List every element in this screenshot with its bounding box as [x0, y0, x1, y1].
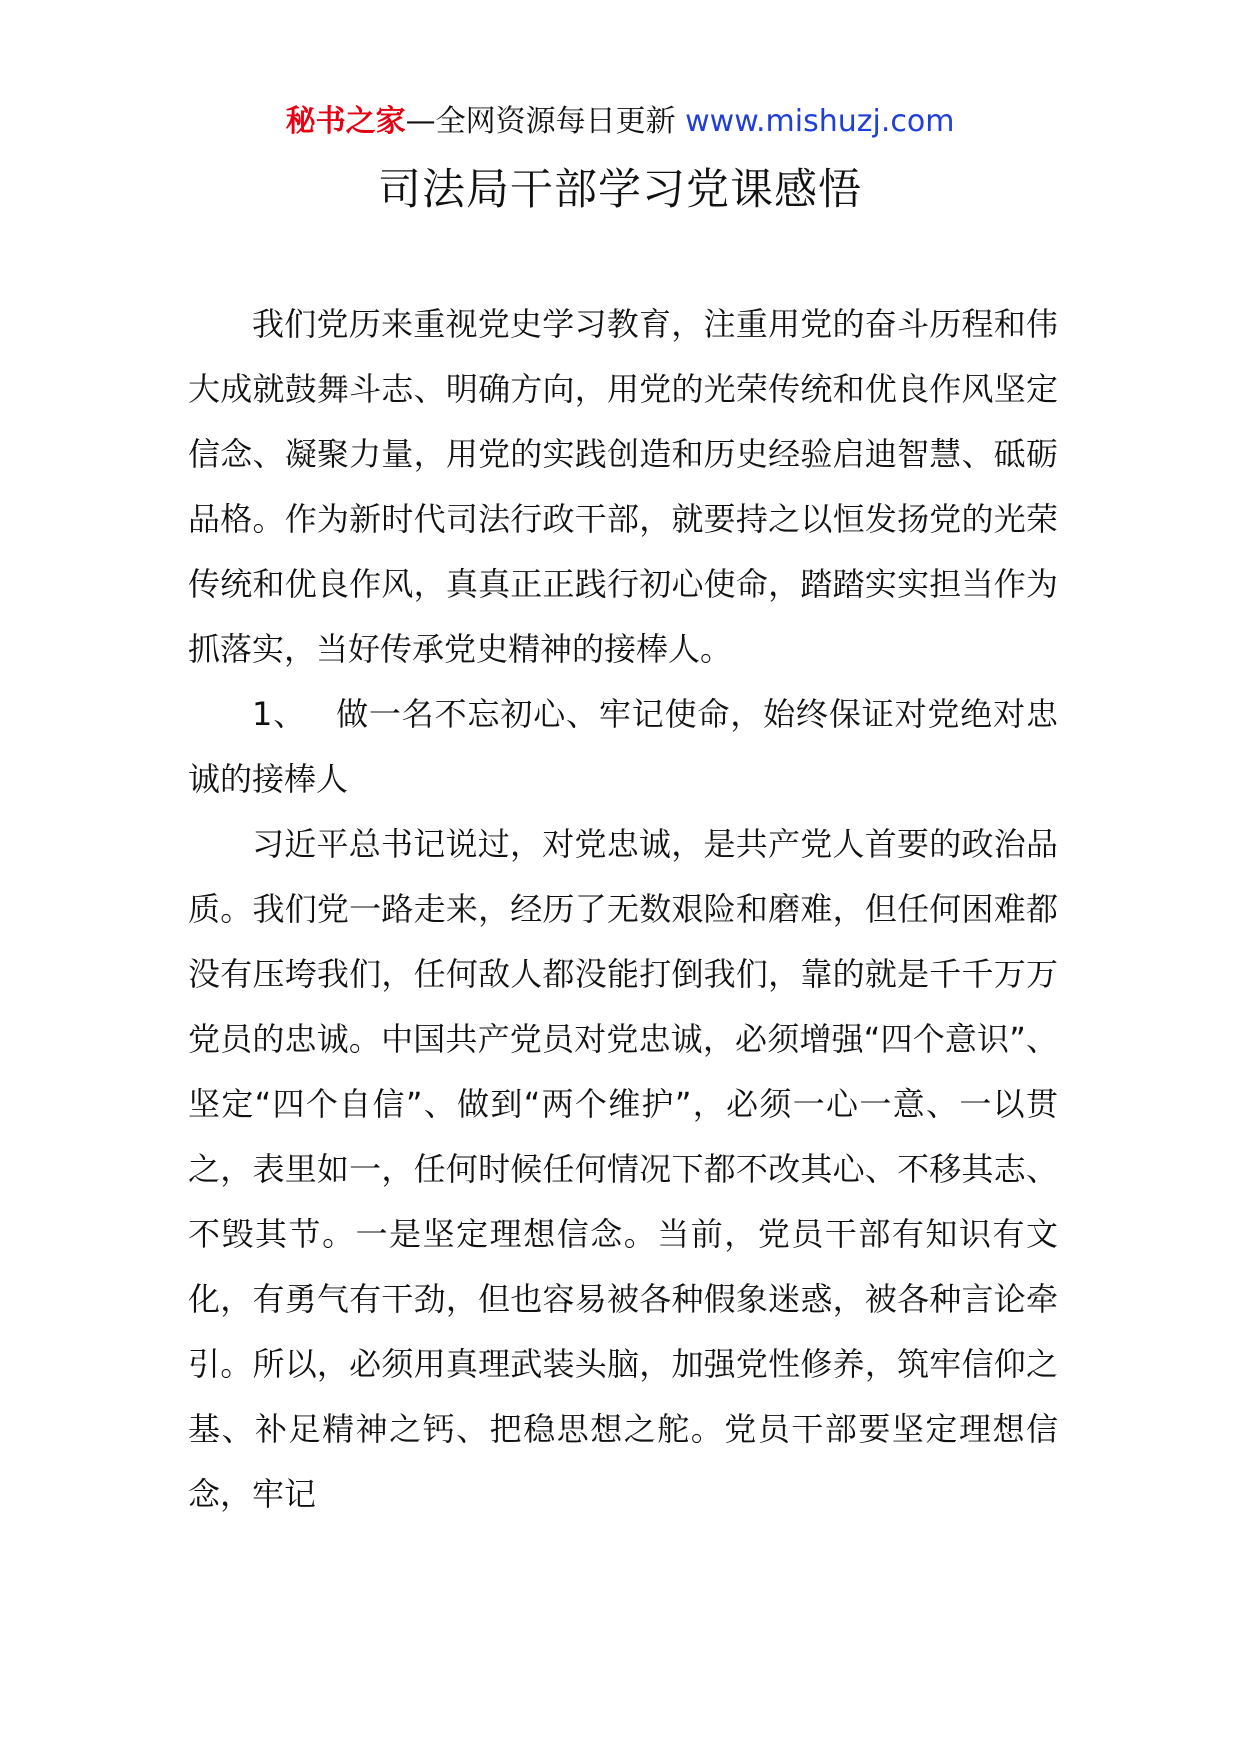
- site-header: [0, 100, 1240, 144]
- document-body: [188, 292, 1058, 1527]
- section-heading-text: 做一名不忘初心、牢记使命，始终保证对党绝对忠诚的接棒人: [188, 695, 1058, 798]
- section-number: 1、: [252, 695, 307, 733]
- section-heading-1: [188, 682, 1058, 812]
- site-brand: 秘书之家: [285, 104, 406, 139]
- paragraph-intro: 我们党历来重视党史学习教育，注重用党的奋斗历程和伟大成就鼓舞斗志、明确方向，用党的光荣传统和优良作风坚定信念、凝聚力量，用党的实践创造和历史经验启迪智慧、砥砺品格。作为新时代司法行政干部，就要持之以恒发扬党的光荣传统和优良作风，真真正正践行初心使命，踏踏实实担当作为抓落实，当好传承党史精神的接棒人。: [188, 305, 1058, 668]
- paragraph-loyalty: 习近平总书记说过，对党忠诚，是共产党人首要的政治品质。我们党一路走来，经历了无数艰险和磨难，但任何困难都没有压垮我们，任何敌人都没能打倒我们，靠的就是千千万万党员的忠诚。中国共产党员对党忠诚，必须增强“四个意识”、坚定“四个自信”、做到“两个维护”，必须一心一意、一以贯之，表里如一，任何时候任何情况下都不改其心、不移其志、不毁其节。一是坚定理想信念。当前，党员干部有知识有文化，有勇气有干劲，但也容易被各种假象迷惑，被各种言论牵引。所以，必须用真理武装头脑，加强党性修养，筑牢信仰之基、补足精神之钙、把稳思想之舵。党员干部要坚定理想信念，牢记: [188, 825, 1058, 1513]
- site-tagline: —全网资源每日更新: [405, 104, 676, 139]
- document-title: 司法局干部学习党课感悟: [378, 165, 862, 215]
- site-url-link[interactable]: www.mishuzj.com: [685, 104, 955, 139]
